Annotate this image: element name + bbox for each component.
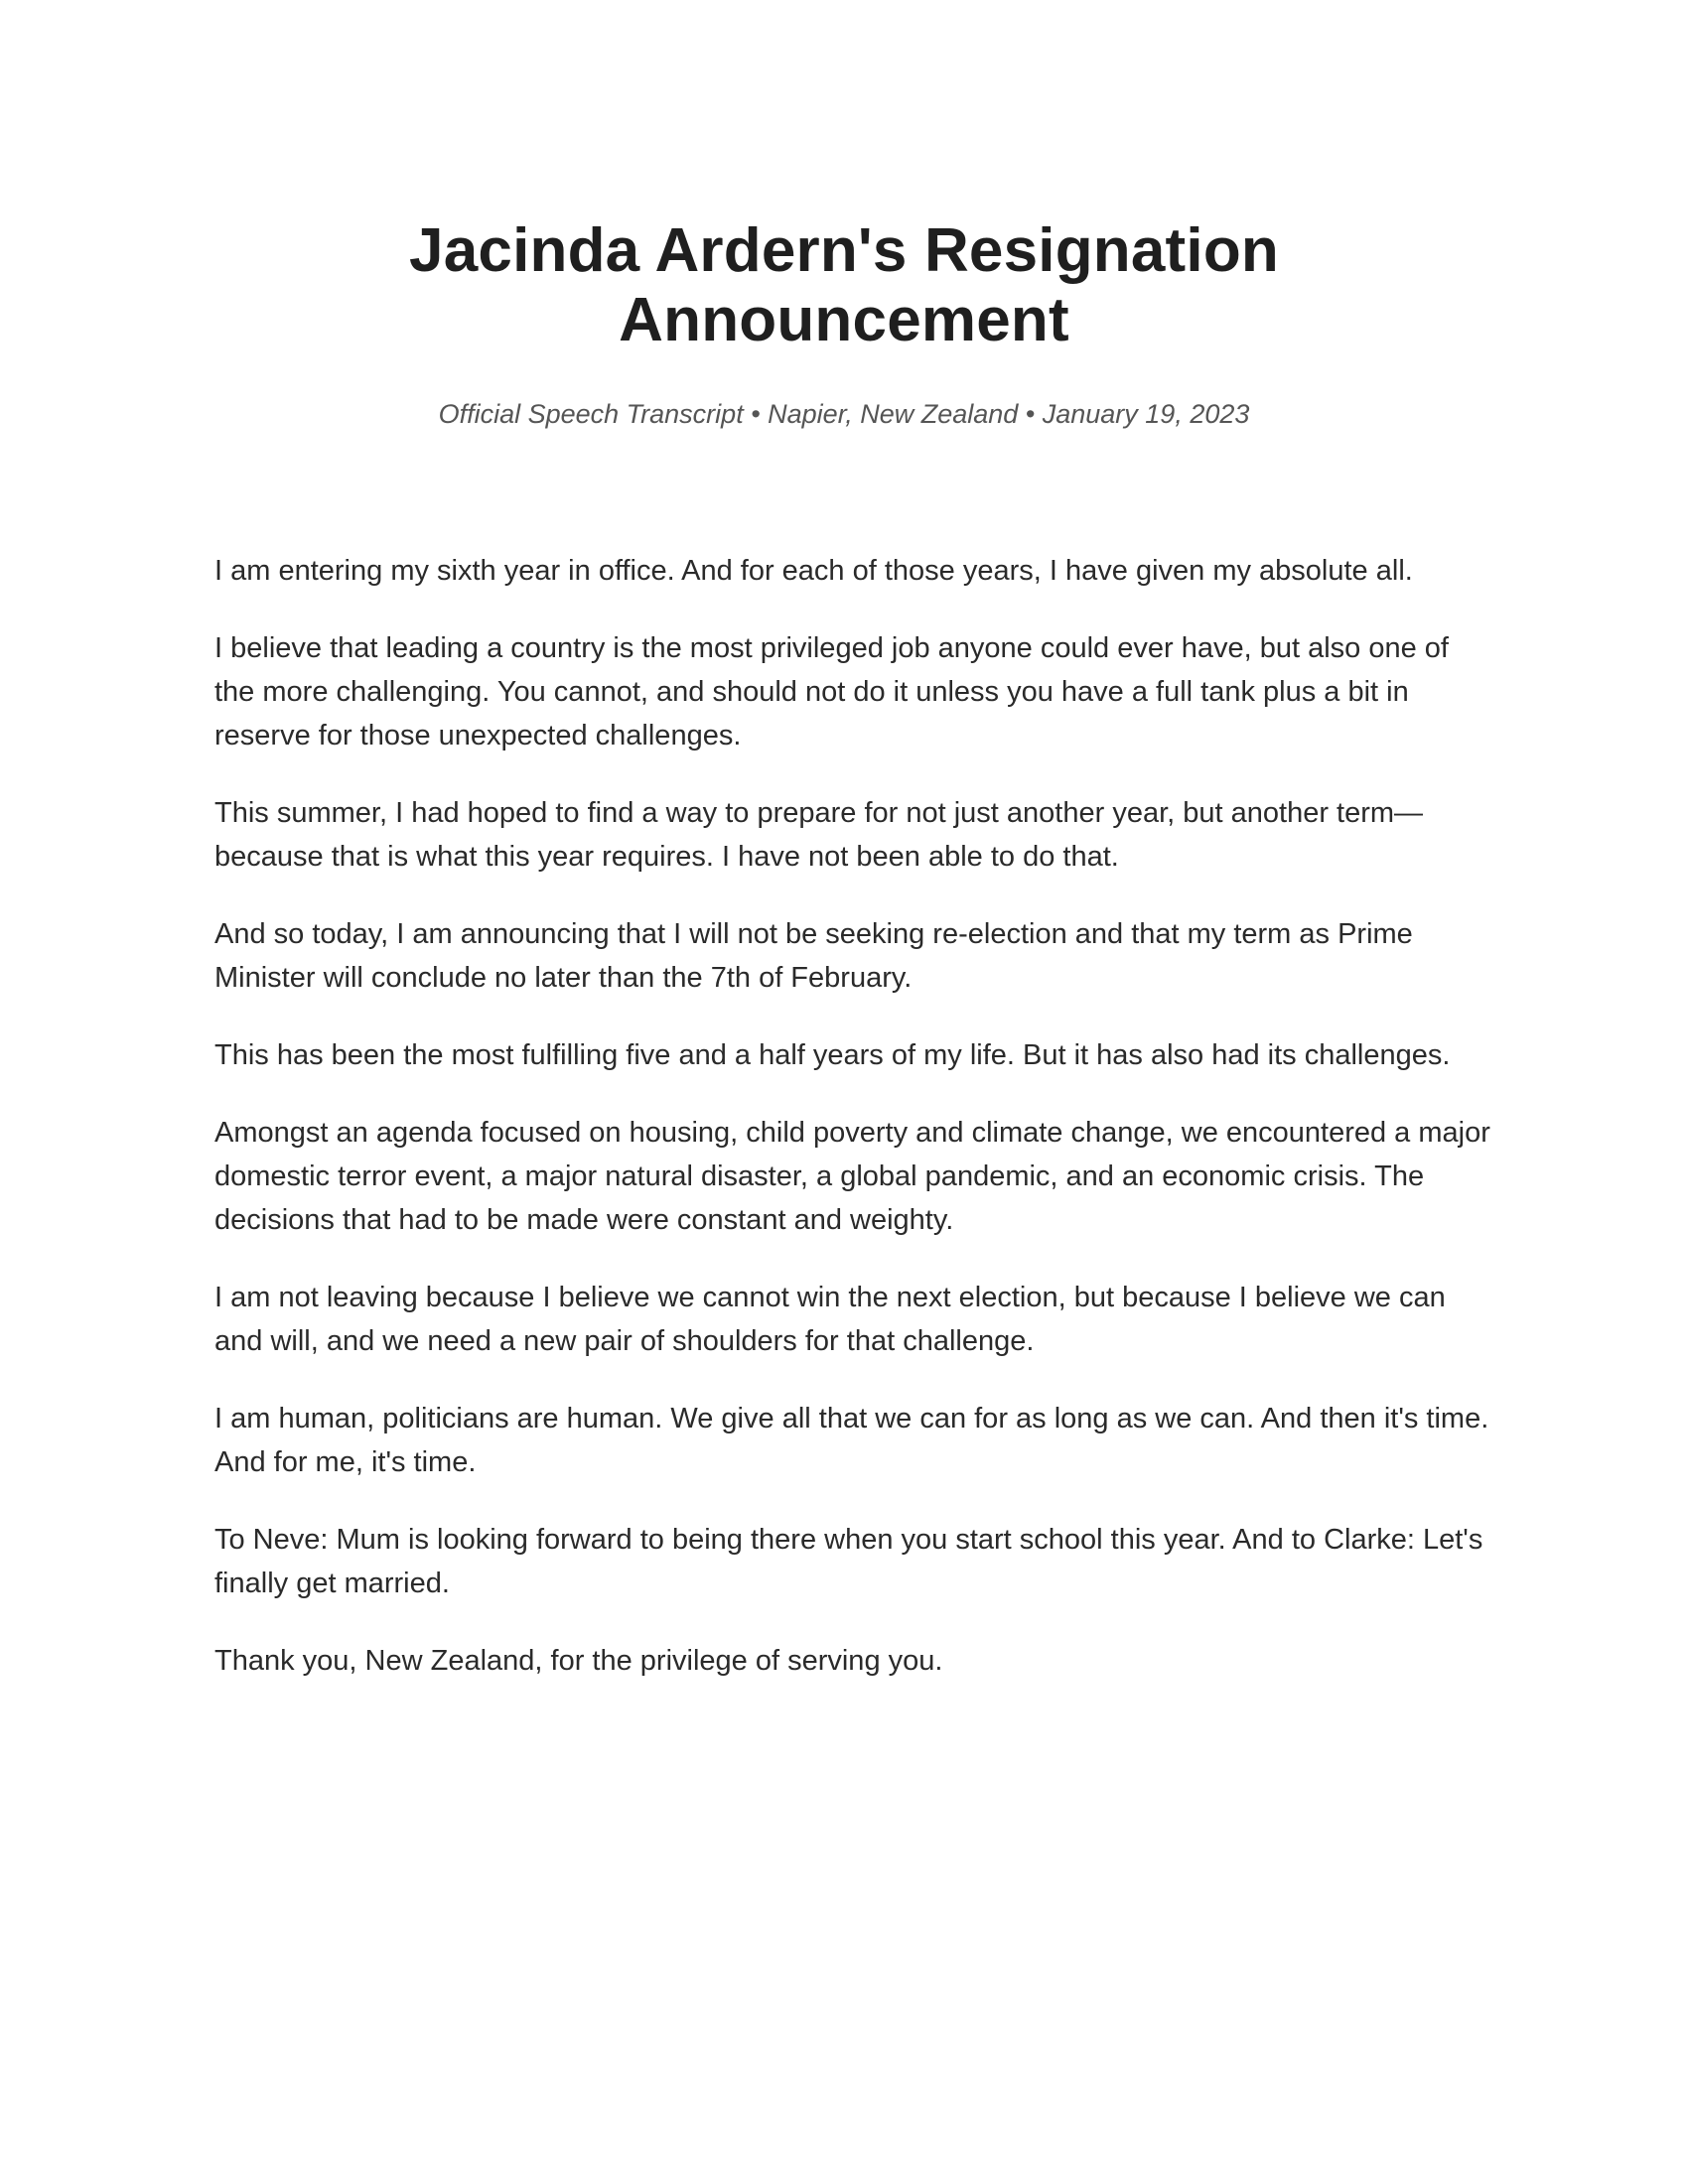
speech-paragraph-3: This summer, I had hoped to find a way to prepare for not just another year, but another term—because that is what this year requires. I have not been able to do that. — [214, 797, 1424, 873]
speech-paragraph-9: To Neve: Mum is looking forward to being there when you start school this year. And to Clarke: Let's finally get married. — [214, 1524, 1483, 1599]
speech-paragraph-8: I am human, politicians are human. We give all that we can for as long as we can. And then it's time. And for me, it's time. — [214, 1403, 1489, 1478]
speech-body — [214, 549, 1495, 1716]
document-header — [214, 216, 1474, 431]
speech-paragraph-1: I am entering my sixth year in office. And for each of those years, I have given my absolute all. — [214, 555, 1413, 587]
speech-paragraph-4: And so today, I am announcing that I will not be seeking re-election and that my term as Prime Minister will conclude no later than the 7th of February. — [214, 918, 1413, 994]
speech-paragraph-5: This has been the most fulfilling five and a half years of my life. But it has also had its challenges. — [214, 1039, 1451, 1071]
speech-paragraph-2: I believe that leading a country is the most privileged job anyone could ever have, but also one of the more challenging. You cannot, and should not do it unless you have a full tank plus a bit in reserve for those unexpected challenges. — [214, 632, 1449, 751]
speech-paragraph-10: Thank you, New Zealand, for the privilege of serving you. — [214, 1645, 943, 1677]
speech-paragraph-7: I am not leaving because I believe we cannot win the next election, but because I believe we can and will, and we need a new pair of shoulders for that challenge. — [214, 1282, 1446, 1357]
speech-paragraph-6: Amongst an agenda focused on housing, child poverty and climate change, we encountered a major domestic terror event, a major natural disaster, a global pandemic, and an economic crisis. The decisions that had to be made were constant and weighty. — [214, 1117, 1490, 1236]
page-subtitle: Official Speech Transcript • Napier, New Zealand • January 19, 2023 — [438, 399, 1250, 429]
page-title: Jacinda Ardern's Resignation Announcement — [409, 216, 1279, 354]
